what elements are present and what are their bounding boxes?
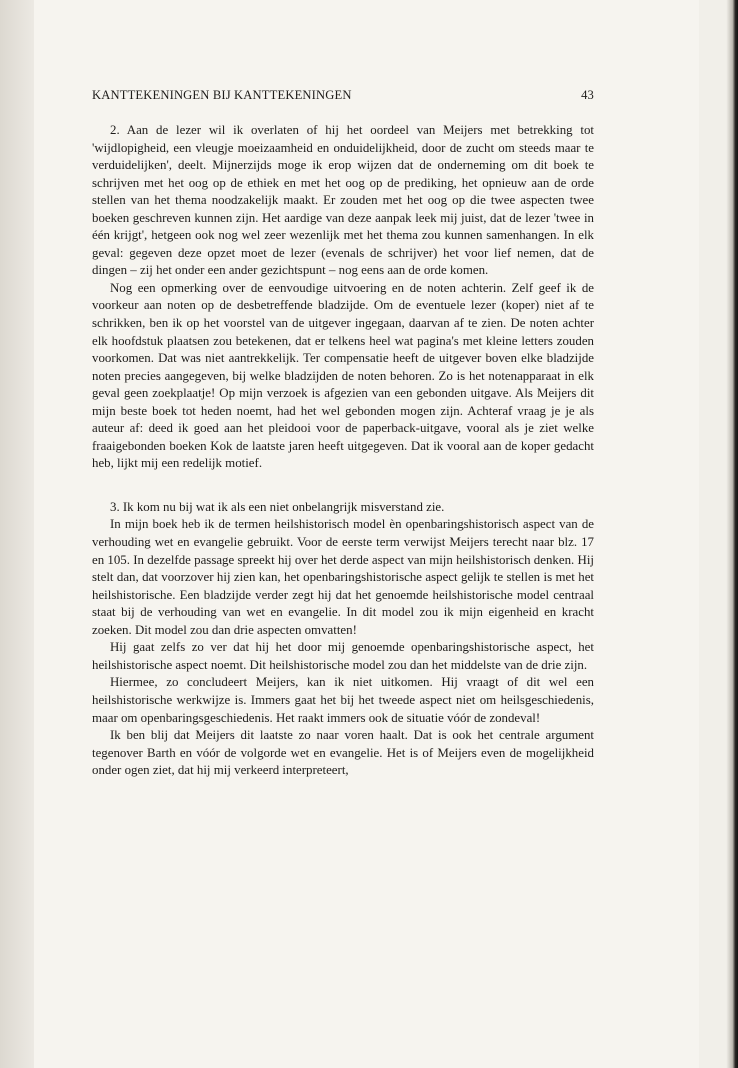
paragraph-models: In mijn boek heb ik de termen heilshistorisch model èn openbaringshistorisch aspect van de verhouding wet en evangelie gebruikt. Voor de eerste term verwijst Meijers terecht naar blz. 17 en 105. In dezelfde passage spreekt hij over het derde aspect van mijn heilshistorisch denken. Hij stelt dan, dat voorzover hij zien kan, het openbaringshistorische aspect gelijk te stellen is met het heilshistorische. Een bladzijde verder zegt hij dat het genoemde heilshistorische model centraal staat bij de verhouding van wet en evangelie. In dit model zou ik mijn eigenheid en kracht zoeken. Dit model zou dan drie aspecten omvatten! xyxy=(92,517,594,637)
running-title: KANTTEKENINGEN BIJ KANTTEKENINGEN xyxy=(92,88,352,102)
paragraph-section-2: 2. Aan de lezer wil ik overlaten of hij het oordeel van Meijers met betrekking tot 'wijdlopigheid, een vleugje moeizaamheid en onduidelijkheid, door de zucht om steeds maar te verduidelijken', deelt. Mijnerzijds moge ik erop wijzen dat de onderneming om dit boek te schrijven met het oog op de ethiek en met het oog op de prediking, het opnieuw aan de orde stellen van het thema noodzakelijk maakt. Er zouden met het oog op die twee aspecten twee boeken geschreven kunnen zijn. Het aardige van deze aanpak leek mij juist, dat de lezer 'twee in één krijgt', hetgeen ook nog wel zeer wezenlijk met het thema zou kunnen samenhangen. In elk geval: gegeven deze opzet moet de lezer (evenals de schrijver) het voor lief nemen, dat de dingen – zij het onder een ander gezichtspunt – nog eens aan de orde komen. xyxy=(92,123,594,278)
paragraph-section-3: 3. Ik kom nu bij wat ik als een niet onbelangrijk misverstand zie. xyxy=(110,499,445,514)
paragraph-notes: Nog een opmerking over de eenvoudige uitvoering en de noten achterin. Zelf geef ik de voorkeur aan noten op de desbetreffende bladzijde. Om de eventuele lezer (koper) niet af te schrikken, ben ik op het voorstel van de uitgever ingegaan, daarvan af te zien. De noten achter elk hoofdstuk plaatsen zou betekenen, dat er telkens heel wat pagina's met kleine letters zouden voorkomen. Dat was niet aantrekkelijk. Ter compensatie heeft de uitgever boven elke bladzijde noten precies aangegeven, bij welke bladzijden de noten behoren. Zo is het notenapparaat in elk geval geen zoekplaatje! Op mijn verzoek is afgezien van een gebonden uitgave. Als Meijers dit mijn beste boek tot heden noemt, had het wel gebonden mogen zijn. Achteraf vraag je je als auteur af: deed ik goed aan het pleidooi voor de paperback-uitgave, vooral als je ziet welke fraaigebonden boeken Kok de laatste jaren heeft uitgegeven. Dat ik vooral aan de koper gedacht heb, lijkt mij een redelijk motief. xyxy=(92,280,594,471)
scan-right-edge xyxy=(699,0,738,1068)
page-number: 43 xyxy=(581,88,594,102)
body-text xyxy=(92,122,594,780)
paragraph-barth: Ik ben blij dat Meijers dit laatste zo naar voren haalt. Dat is ook het centrale argument tegenover Barth en vóór de volgorde wet en evangelie. Het is of Meijers even de mogelijkheid onder ogen ziet, dat hij mij verkeerd interpreteert, xyxy=(92,728,594,778)
paragraph-conclusion: Hiermee, zo concludeert Meijers, kan ik niet uitkomen. Hij vraagt of dit wel een heilshistorische werkwijze is. Immers gaat het bij het tweede aspect niet om heilsgeschiedenis, maar om openbaringsgeschiedenis. Het raakt immers ook de situatie vóór de zondeval! xyxy=(92,675,594,725)
scan-left-margin xyxy=(0,0,34,1068)
paragraph-aspect: Hij gaat zelfs zo ver dat hij het door mij genoemde openbaringshistorische aspect, het heilshistorische aspect noemt. Dit heilshistorische model zou dan het middelste van de drie zijn. xyxy=(92,640,594,672)
